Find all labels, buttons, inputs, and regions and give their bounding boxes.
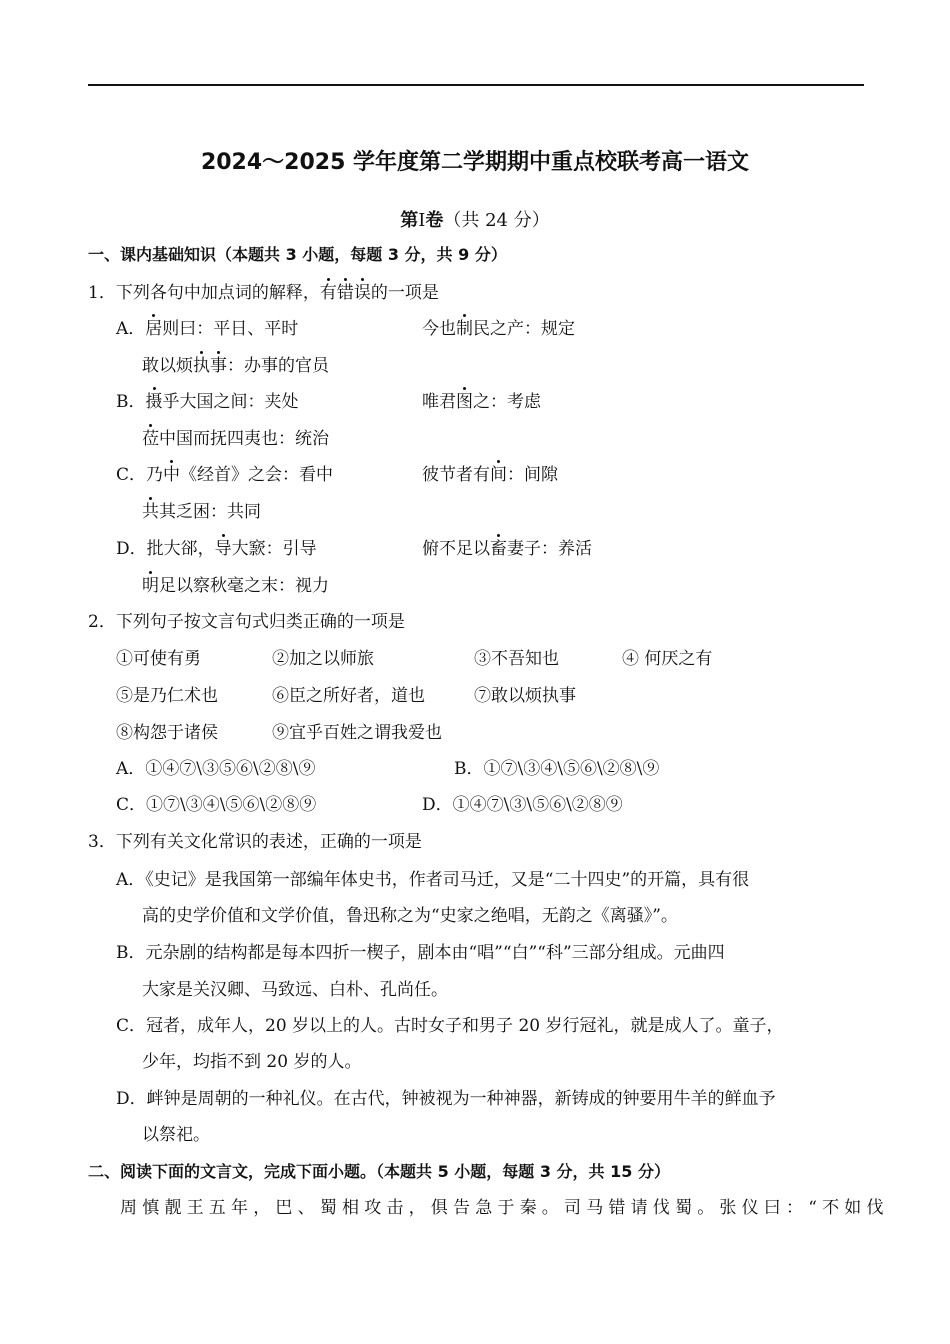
volume-note: （共 24 分） [443,210,550,231]
exam-title: 2024～2025 学年度第二学期期中重点校联考高一语文 [200,150,750,175]
q1-option-a [116,317,298,341]
q1-stem-text: 的一项是 [370,283,439,303]
q3-stem: 3．下列有关文化常识的表述，正确的一项是 [88,832,422,852]
q2-item: ⑥臣之所好者，道也 [272,686,425,706]
dotted-word: 制 [456,319,473,339]
q2-item: ④ 何厌之有 [622,649,713,669]
clause-text: 批大郤， [146,539,215,559]
q3-option-c-line-2: 少年，均指不到 20 岁的人。 [142,1052,362,1072]
q2-option-d: D．①④⑦\③\⑤⑥\②⑧⑨ [422,795,623,815]
clause-text: 中国而抚四夷也：统治 [159,429,329,449]
clause-text: 今也 [422,319,456,339]
clause-text: 唯君 [422,392,456,412]
q3-option-d-line-1: D．衅钟是周朝的一种礼仪。在古代，钟被视为一种神器，新铸成的钟要用牛羊的鲜血予 [116,1089,776,1109]
q1-option-b-clause-2 [422,390,541,414]
clause-text: 则曰：平日、平时 [162,319,299,339]
dotted-word: 执 [193,356,210,376]
clause-text: 乃 [146,465,164,485]
dotted-word: 明 [142,576,159,596]
q1-stem-dotted: 误 [353,283,371,303]
q2-item: ⑦敢以烦执事 [474,686,576,706]
dotted-word: 共 [142,502,159,522]
q1-stem-text: 1．下列各句中加点词的解释， [88,283,320,303]
q3-option-a-line-2: 高的史学价值和文学价值，鲁迅称之为“史家之绝唱，无韵之《离骚》”。 [142,906,678,926]
q1-option-b-clause-3 [142,427,329,451]
clause-text: 大窾：引导 [231,539,317,559]
q1-stem [88,281,439,305]
q2-option-a: A．①④⑦\③⑤⑥\②⑧\⑨ [116,759,316,779]
q3-option-c-line-1: C．冠者，成年人，20 岁以上的人。古时女子和男子 20 岁行冠礼，就是成人了。童子， [116,1016,784,1036]
option-label: A． [116,319,146,339]
section-1-heading: 一、课内基础知识（本题共 3 小题，每题 3 分，共 9 分） [88,245,507,264]
volume-heading [0,206,950,232]
q2-item: ①可使有勇 [116,649,201,669]
q1-option-a-clause-3 [142,354,329,378]
q3-option-b-line-2: 大家是关汉卿、马致远、白朴、孔尚任。 [142,980,448,1000]
clause-text: 《经首》之会：看中 [180,465,334,485]
clause-text: 俯不足以 [422,539,490,559]
q1-option-b [116,390,299,414]
section-2-heading: 二、阅读下面的文言文，完成下面小题。（本题共 5 小题，每题 3 分，共 15 分） [88,1162,670,1181]
q2-option-c: C．①⑦\③④\⑤⑥\②⑧⑨ [116,795,317,815]
dotted-word: 间 [490,465,507,485]
dotted-word: 事 [210,356,227,376]
q1-stem-dotted: 有 [319,283,337,303]
q2-item: ②加之以师旅 [272,649,374,669]
dotted-word: 图 [456,392,473,412]
clause-text: ：间隙 [507,465,558,485]
option-label: C． [116,465,147,485]
q1-option-d [116,537,317,561]
dotted-word: 中 [163,465,181,485]
volume-numeral: Ⅰ [418,210,426,231]
q1-stem-dotted: 错 [336,283,354,303]
dotted-word: 导 [214,539,232,559]
volume-prefix: 第 [400,210,419,231]
clause-text: 民之产：规定 [473,319,575,339]
dotted-word: 畜 [490,539,507,559]
q1-option-d-clause-3 [142,574,329,598]
q2-item: ③不吾知也 [474,649,559,669]
q2-item: ⑧构怨于诸侯 [116,723,218,743]
q2-item: ⑤是乃仁术也 [116,686,218,706]
clause-text: 之：考虑 [473,392,541,412]
volume-label: 卷 [425,210,444,231]
dotted-word: 摄 [145,392,163,412]
q1-option-c-clause-3 [142,500,261,524]
q2-item: ⑨宜乎百姓之谓我爱也 [272,723,442,743]
q2-option-b: B．①⑦\③④\⑤⑥\②⑧\⑨ [454,759,660,779]
q1-option-c-clause-2 [422,463,558,487]
dotted-word: 莅 [142,429,159,449]
q1-option-d-clause-2 [422,537,592,561]
clause-text: 敢以烦 [142,356,193,376]
q1-option-a-clause-2 [422,317,575,341]
clause-text: ：办事的官员 [227,356,329,376]
q2-stem: 2．下列句子按文言句式归类正确的一项是 [88,612,405,632]
dotted-word: 居 [145,319,163,339]
q3-option-a-line-1: A．《史记》是我国第一部编年体史书，作者司马迁，又是“二十四史”的开篇，具有很 [116,870,750,890]
option-label: D． [116,539,147,559]
clause-text: 彼节者有 [422,465,490,485]
clause-text: 足以察秋毫之末：视力 [159,576,329,596]
passage-line-1: 周慎靓王五年，巴、蜀相攻击，俱告急于秦。司马错请伐蜀。张仪曰：“不如伐 [120,1198,889,1218]
q1-option-c [116,463,333,487]
clause-text: 其乏困：共同 [159,502,261,522]
q3-option-b-line-1: B．元杂剧的结构都是每本四折一楔子，剧本由“唱”“白”“科”三部分组成。元曲四 [116,943,725,963]
option-label: B． [116,392,146,412]
clause-text: 乎大国之间：夹处 [162,392,299,412]
header-rule [88,84,864,86]
clause-text: 妻子：养活 [507,539,592,559]
q3-option-d-line-2: 以祭祀。 [142,1125,210,1145]
